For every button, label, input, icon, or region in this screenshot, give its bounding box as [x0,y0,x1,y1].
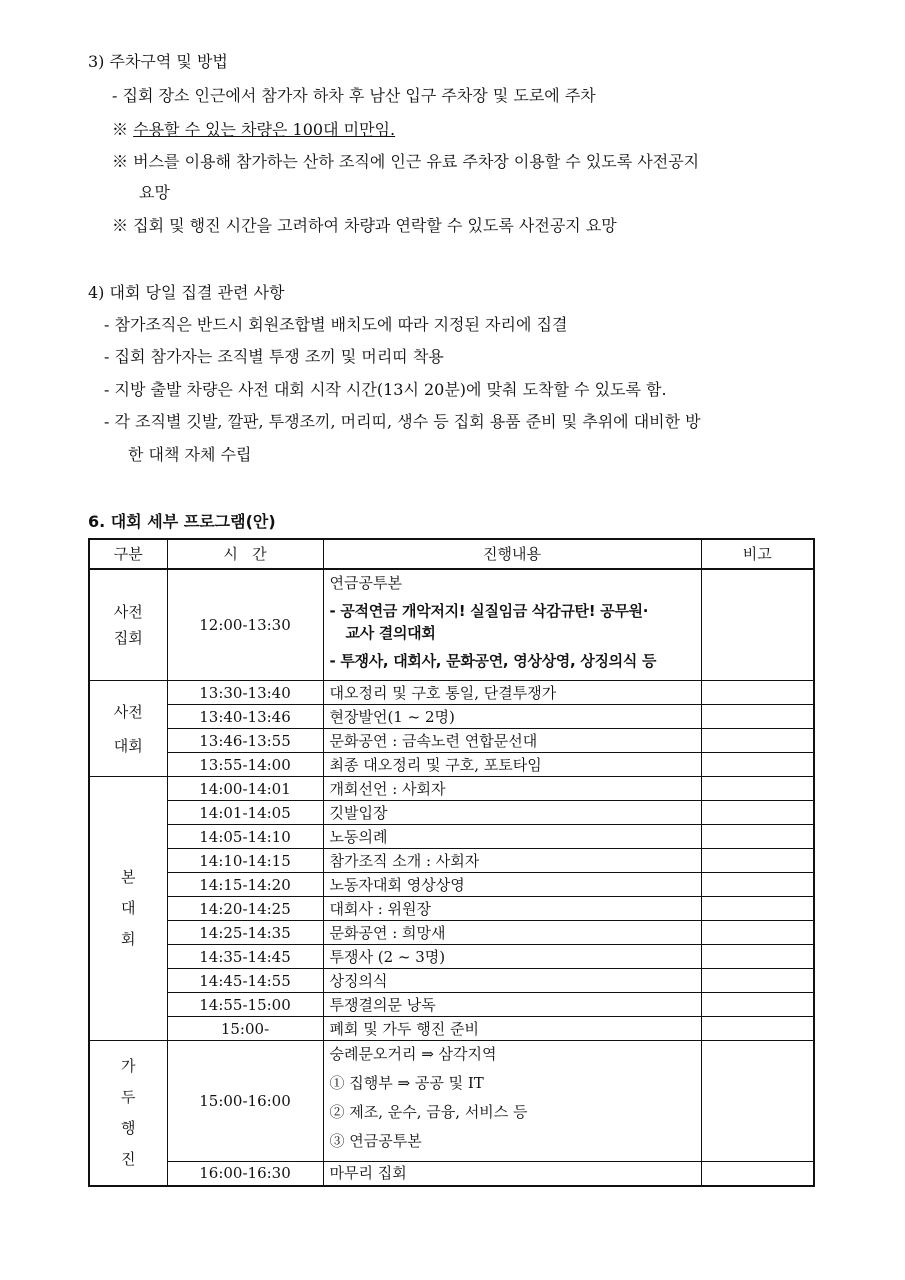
content-cell: 대오정리 및 구호 통일, 단결투쟁가 [323,681,701,705]
content-cell: 개회선언 : 사회자 [323,777,701,801]
content-line: - 공적연금 개악저지! 실질임금 삭감규탄! 공무원· [329,602,649,620]
header-time: 시 간 [167,539,323,569]
content-cell: 대회사 : 위원장 [323,897,701,921]
time-cell: 14:01-14:05 [167,801,323,825]
note-2-text: 버스를 이용해 참가하는 산하 조직에 인근 유료 주차장 이용할 수 있도록 사전공지 [133,152,700,171]
parking-drop-off-line: - 집회 장소 인근에서 참가자 하차 후 남산 입구 주차장 및 도로에 주차 [112,86,596,105]
remarks-cell [701,873,814,897]
table-row [89,1162,814,1186]
time-cell: 14:20-14:25 [167,897,323,921]
remarks-cell [701,681,814,705]
content-cell: 상징의식 [323,969,701,993]
remarks-cell [701,1017,814,1041]
header-content: 진행내용 [323,539,701,569]
remarks-cell [701,825,814,849]
category-text: 행 [121,1118,136,1137]
time-cell: 14:45-14:55 [167,969,323,993]
remarks-cell [701,849,814,873]
time-cell: 14:25-14:35 [167,921,323,945]
content-cell [323,1041,701,1162]
category-pre-rally [89,569,167,681]
note-1 [112,120,395,140]
section4-heading: 4) 대회 당일 집결 관련 사항 [88,283,285,302]
category-text: 집회 [113,629,143,647]
time-cell: 12:00-13:30 [167,569,323,681]
assembly-item-4: - 각 조직별 깃발, 깔판, 투쟁조끼, 머리띠, 생수 등 집회 용품 준비 및 추위에 대비한 방 [104,412,701,431]
program-table [88,538,815,1187]
content-line: 교사 결의대회 [345,624,436,642]
content-cell: 마무리 집회 [323,1162,701,1186]
table-row [89,729,814,753]
remarks-cell [701,897,814,921]
remarks-cell [701,945,814,969]
assembly-item-4-continued: 한 대책 자체 수립 [128,445,252,464]
category-pre-event [89,681,167,777]
content-cell: 참가조직 소개 : 사회자 [323,849,701,873]
remarks-cell [701,1162,814,1186]
category-text: 사전 [113,603,143,621]
note-1-text: 수용할 수 있는 차량은 100대 미만임. [133,120,396,139]
time-cell: 14:55-15:00 [167,993,323,1017]
content-cell: 투쟁결의문 낭독 [323,993,701,1017]
remarks-cell [701,777,814,801]
remarks-cell [701,753,814,777]
time-cell: 14:15-14:20 [167,873,323,897]
category-text: 가 [121,1056,136,1075]
category-text: 진 [121,1149,136,1168]
time-cell: 13:30-13:40 [167,681,323,705]
time-cell: 13:55-14:00 [167,753,323,777]
time-cell: 14:10-14:15 [167,849,323,873]
content-cell: 노동의례 [323,825,701,849]
table-row [89,969,814,993]
table-row [89,801,814,825]
table-row [89,569,814,681]
table-row [89,993,814,1017]
remarks-cell [701,921,814,945]
content-line: 연금공투본 [329,574,402,592]
time-cell: 13:40-13:46 [167,705,323,729]
content-line: ② 제조, 운수, 금융, 서비스 등 [329,1103,528,1121]
table-row [89,873,814,897]
content-cell: 노동자대회 영상상영 [323,873,701,897]
table-row [89,1017,814,1041]
time-cell: 14:00-14:01 [167,777,323,801]
table-row [89,897,814,921]
remarks-cell [701,729,814,753]
table-row [89,849,814,873]
note-3-text: 집회 및 행진 시간을 고려하여 차량과 연락할 수 있도록 사전공지 요망 [133,216,617,235]
time-cell: 14:35-14:45 [167,945,323,969]
content-cell: 깃발입장 [323,801,701,825]
note-3 [112,216,617,236]
remarks-cell [701,993,814,1017]
content-cell: 현장발언(1 ~ 2명) [323,705,701,729]
table-row [89,825,814,849]
category-text: 회 [121,930,136,948]
reference-mark-icon: ※ [112,120,129,139]
category-main-rally [89,777,167,1041]
section6-heading: 6. 대회 세부 프로그램(안) [88,512,276,531]
time-cell: 16:00-16:30 [167,1162,323,1186]
assembly-item-1: - 참가조직은 반드시 회원조합별 배치도에 따라 지정된 자리에 집결 [104,315,568,334]
category-text: 사전 [113,702,143,721]
remarks-cell [701,705,814,729]
content-line: ① 집행부 ⇒ 공공 및 IT [329,1074,484,1092]
remarks-cell [701,1041,814,1162]
assembly-item-2: - 집회 참가자는 조직별 투쟁 조끼 및 머리띠 착용 [104,347,444,366]
content-line: - 투쟁사, 대회사, 문화공연, 영상상영, 상징의식 등 [329,652,657,670]
reference-mark-icon: ※ [112,216,129,235]
table-header-row [89,539,814,569]
table-row [89,753,814,777]
assembly-item-3: - 지방 출발 차량은 사전 대회 시작 시간(13시 20분)에 맞춰 도착할 수 있도록 함. [104,380,667,399]
content-cell: 폐회 및 가두 행진 준비 [323,1017,701,1041]
table-row [89,681,814,705]
table-row [89,705,814,729]
category-street-march [89,1041,167,1186]
time-cell: 15:00- [167,1017,323,1041]
table-row [89,945,814,969]
time-cell: 13:46-13:55 [167,729,323,753]
content-line: ③ 연금공투본 [329,1132,422,1150]
content-cell: 최종 대오정리 및 구호, 포토타임 [323,753,701,777]
time-cell: 15:00-16:00 [167,1041,323,1162]
table-row [89,777,814,801]
note-2-continued: 요망 [139,183,170,202]
table-row [89,1041,814,1162]
table-row [89,921,814,945]
remarks-cell [701,969,814,993]
section3-heading: 3) 주차구역 및 방법 [88,52,228,71]
category-text: 두 [121,1087,136,1106]
reference-mark-icon: ※ [112,152,129,171]
content-cell [323,569,701,681]
time-cell: 14:05-14:10 [167,825,323,849]
header-category: 구분 [89,539,167,569]
content-cell: 문화공연 : 희망새 [323,921,701,945]
remarks-cell [701,569,814,681]
content-cell: 투쟁사 (2 ~ 3명) [323,945,701,969]
category-text: 대 [121,899,136,917]
remarks-cell [701,801,814,825]
category-text: 본 [121,868,136,886]
header-remarks: 비고 [701,539,814,569]
content-cell: 문화공연 : 금속노련 연합문선대 [323,729,701,753]
content-line: 숭례문오거리 ⇒ 삼각지역 [329,1045,497,1063]
note-2 [112,152,699,172]
category-text: 대회 [113,736,143,755]
